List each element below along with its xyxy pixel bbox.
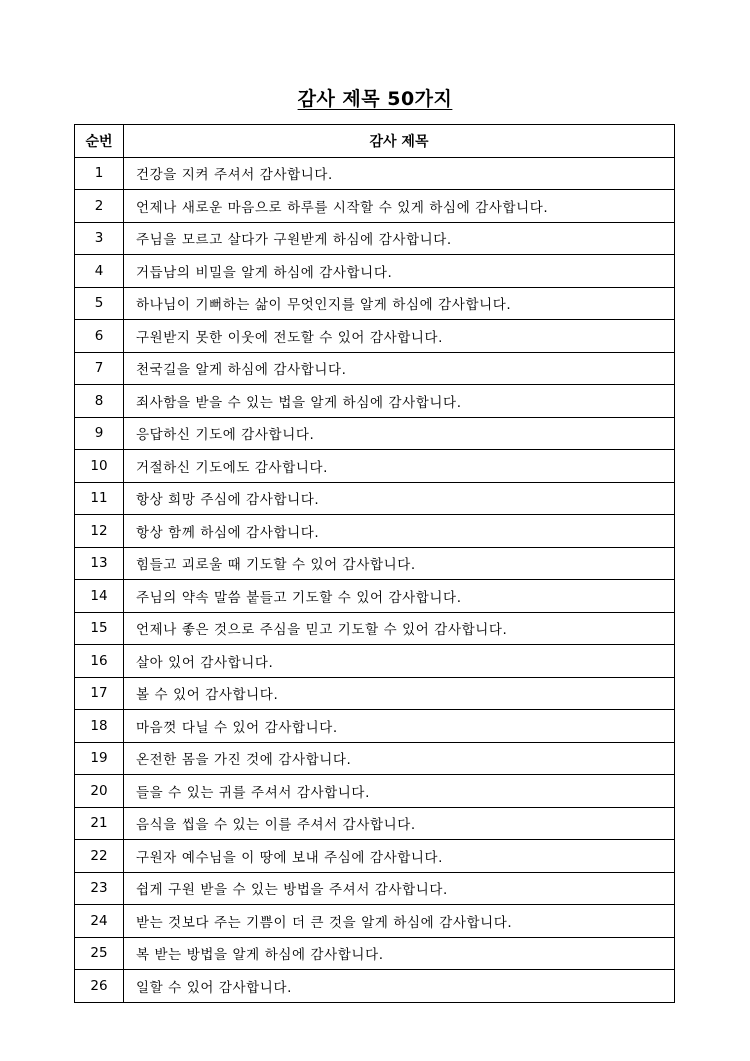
row-subject: 천국길을 알게 하심에 감사합니다. [124,352,675,385]
table-row [75,645,675,678]
row-number: 5 [75,287,124,320]
row-subject: 언제나 새로운 마음으로 하루를 시작할 수 있게 하심에 감사합니다. [124,190,675,223]
row-number: 16 [75,645,124,678]
table-row [75,352,675,385]
row-subject: 응답하신 기도에 감사합니다. [124,417,675,450]
row-subject: 복 받는 방법을 알게 하심에 감사합니다. [124,937,675,970]
row-subject: 언제나 좋은 것으로 주심을 믿고 기도할 수 있어 감사합니다. [124,612,675,645]
row-number: 10 [75,450,124,483]
table-row [75,450,675,483]
table-row [75,190,675,223]
row-subject: 받는 것보다 주는 기쁨이 더 큰 것을 알게 하심에 감사합니다. [124,905,675,938]
row-subject: 주님의 약속 말씀 붙들고 기도할 수 있어 감사합니다. [124,580,675,613]
row-number: 21 [75,807,124,840]
row-number: 25 [75,937,124,970]
row-subject: 거듭남의 비밀을 알게 하심에 감사합니다. [124,255,675,288]
header-subject: 감사 제목 [124,125,675,158]
row-subject: 쉽게 구원 받을 수 있는 방법을 주셔서 감사합니다. [124,872,675,905]
table-row [75,287,675,320]
header-number: 순번 [75,125,124,158]
row-subject: 볼 수 있어 감사합니다. [124,677,675,710]
row-number: 14 [75,580,124,613]
table-row [75,612,675,645]
row-number: 19 [75,742,124,775]
row-subject: 마음껏 다닐 수 있어 감사합니다. [124,710,675,743]
table-row [75,937,675,970]
row-subject: 살아 있어 감사합니다. [124,645,675,678]
row-number: 11 [75,482,124,515]
table-row [75,580,675,613]
table-row [75,547,675,580]
row-number: 12 [75,515,124,548]
row-subject: 구원자 예수님을 이 땅에 보내 주심에 감사합니다. [124,840,675,873]
row-number: 23 [75,872,124,905]
table-row [75,320,675,353]
row-number: 24 [75,905,124,938]
row-number: 18 [75,710,124,743]
row-subject: 일할 수 있어 감사합니다. [124,970,675,1003]
table-row [75,807,675,840]
row-subject: 힘들고 괴로울 때 기도할 수 있어 감사합니다. [124,547,675,580]
row-subject: 죄사함을 받을 수 있는 법을 알게 하심에 감사합니다. [124,385,675,418]
row-subject: 들을 수 있는 귀를 주셔서 감사합니다. [124,775,675,808]
row-number: 20 [75,775,124,808]
thanks-table [74,124,675,1003]
row-subject: 거절하신 기도에도 감사합니다. [124,450,675,483]
row-number: 2 [75,190,124,223]
table-row [75,872,675,905]
table-row [75,905,675,938]
row-number: 13 [75,547,124,580]
table-row [75,710,675,743]
table-row [75,417,675,450]
table-row [75,742,675,775]
row-number: 6 [75,320,124,353]
row-number: 7 [75,352,124,385]
table-row [75,222,675,255]
table-header-row [75,125,675,158]
row-subject: 하나님이 기뻐하는 삶이 무엇인지를 알게 하심에 감사합니다. [124,287,675,320]
row-subject: 주님을 모르고 살다가 구원받게 하심에 감사합니다. [124,222,675,255]
page-title: 감사 제목 50가지 [297,88,453,110]
row-number: 3 [75,222,124,255]
table-row [75,677,675,710]
row-subject: 건강을 지켜 주셔서 감사합니다. [124,157,675,190]
row-number: 9 [75,417,124,450]
row-number: 22 [75,840,124,873]
row-number: 1 [75,157,124,190]
table-row [75,482,675,515]
table-row [75,157,675,190]
row-subject: 음식을 씹을 수 있는 이를 주셔서 감사합니다. [124,807,675,840]
row-subject: 항상 희망 주심에 감사합니다. [124,482,675,515]
row-subject: 온전한 몸을 가진 것에 감사합니다. [124,742,675,775]
row-number: 15 [75,612,124,645]
table-row [75,775,675,808]
row-number: 17 [75,677,124,710]
table-row [75,515,675,548]
row-number: 26 [75,970,124,1003]
table-row [75,385,675,418]
row-subject: 구원받지 못한 이웃에 전도할 수 있어 감사합니다. [124,320,675,353]
table-row [75,970,675,1003]
row-subject: 항상 함께 하심에 감사합니다. [124,515,675,548]
table-row [75,255,675,288]
row-number: 8 [75,385,124,418]
table-row [75,840,675,873]
row-number: 4 [75,255,124,288]
